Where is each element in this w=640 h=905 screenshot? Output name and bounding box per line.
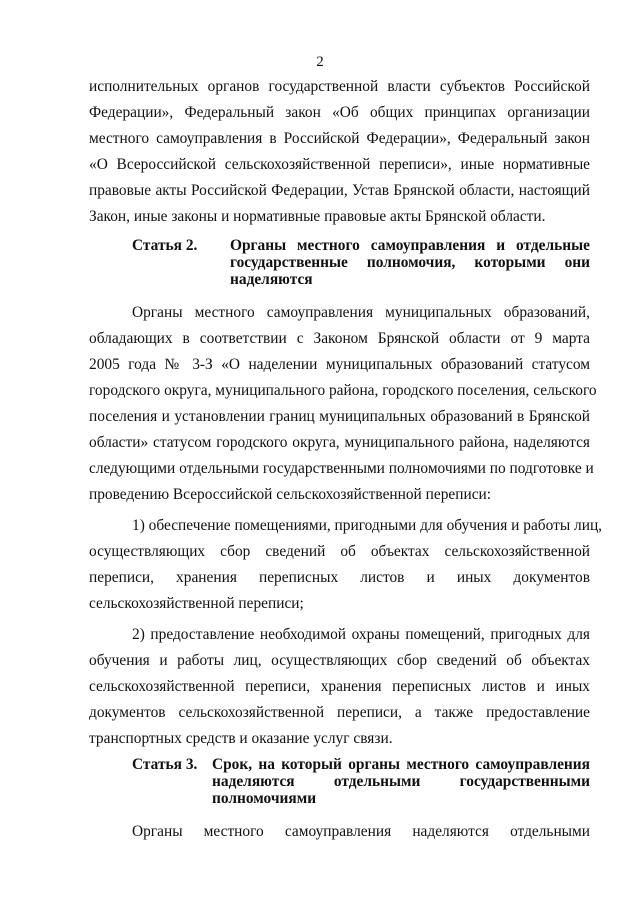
list-item-1-line: 1) обеспечение помещениями, пригодными для обучения и работы лиц, xyxy=(132,517,603,534)
list-item-1-line: осуществляющих сбор сведений об объектах сельскохозяйственной xyxy=(89,543,590,560)
article-3-title-line: полномочиями xyxy=(212,790,317,807)
article-2-paragraph-line: 2005 года № 3-З «О наделении муниципальных образований статусом xyxy=(89,356,590,373)
article-2-title-line: наделяются xyxy=(230,271,313,288)
intro-line: исполнительных органов государственной власти субъектов Российской xyxy=(89,78,590,95)
article-2-label: Статья 2. xyxy=(132,237,198,254)
list-item-2-line: 2) предоставление необходимой охраны помещений, пригодных для xyxy=(132,626,590,643)
intro-line: местного самоуправления в Российской Федерации», Федеральный закон xyxy=(89,130,590,147)
intro-line: Федерации», Федеральный закон «Об общих принципах организации xyxy=(89,104,590,121)
list-item-2-line: документов сельскохозяйственной переписи, а также предоставление xyxy=(89,704,590,721)
intro-line: Закон, иные законы и нормативные правовые акты Брянской области. xyxy=(89,208,546,225)
list-item-2-line: сельскохозяйственной переписи, хранения переписных листов и иных xyxy=(89,678,590,695)
article-2-paragraph-line: обладающих в соответствии с Законом Брянской области от 9 марта xyxy=(89,330,590,347)
article-2-title-line: Органы местного самоуправления и отдельные xyxy=(230,237,590,254)
list-item-1-line: сельскохозяйственной переписи; xyxy=(89,595,304,612)
intro-line: правовые акты Российской Федерации, Устав Брянской области, настоящий xyxy=(89,182,590,199)
list-item-2-line: транспортных средств и оказание услуг связи. xyxy=(89,730,393,747)
article-3-label: Статья 3. xyxy=(132,756,198,773)
article-2-paragraph-line: следующими отдельными государственными полномочиями по подготовке и xyxy=(89,460,594,477)
article-3-title-line: наделяются отдельными государственными xyxy=(212,773,590,790)
article-2-title-line: государственные полномочия, которыми они xyxy=(230,254,590,271)
intro-line: «О Всероссийской сельскохозяйственной переписи», иные нормативные xyxy=(89,156,590,173)
article-2-paragraph-line: городского округа, муниципального района, городского поселения, сельского xyxy=(89,382,597,399)
article-2-paragraph-line: области» статусом городского округа, муниципального района, наделяются xyxy=(89,434,590,451)
article-2-paragraph-line: поселения и установлении границ муниципальных образований в Брянской xyxy=(89,408,590,425)
article-3-title-line: Срок, на который органы местного самоуправления xyxy=(212,756,590,773)
list-item-2-line: обучения и работы лиц, осуществляющих сбор сведений об объектах xyxy=(89,652,590,669)
article-3-paragraph-line: Органы местного самоуправления наделяются отдельными xyxy=(132,823,590,840)
list-item-1-line: переписи, хранения переписных листов и иных документов xyxy=(89,569,590,586)
article-2-paragraph-line: Органы местного самоуправления муниципальных образований, xyxy=(132,304,590,321)
page-number: 2 xyxy=(316,54,324,70)
article-2-paragraph-line: проведению Всероссийской сельскохозяйственной переписи: xyxy=(89,486,492,503)
